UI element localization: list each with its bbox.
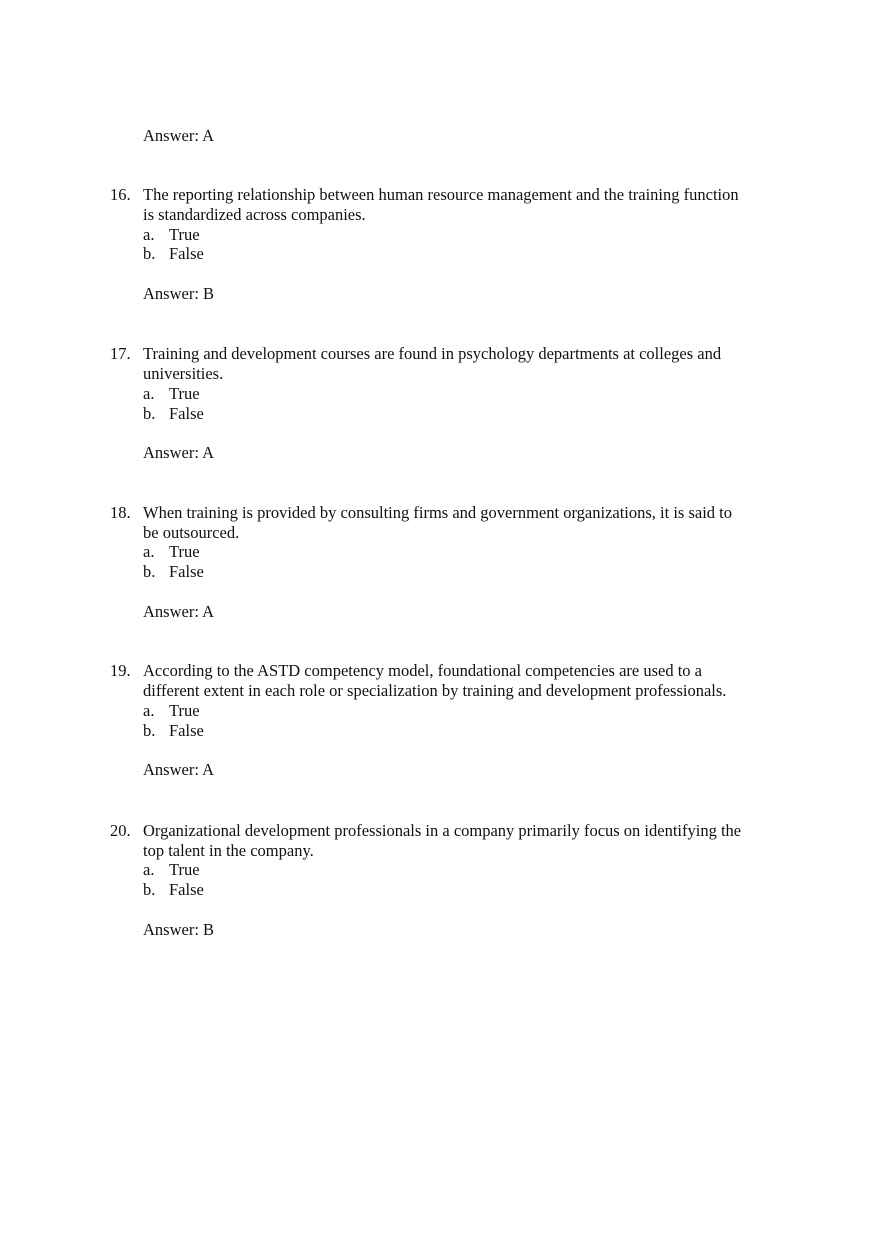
option-text: False	[169, 880, 204, 899]
option-letter: b.	[143, 404, 156, 423]
question-text-line: is standardized across companies.	[143, 205, 366, 224]
question-text-line: universities.	[143, 364, 224, 383]
option-letter: b.	[143, 721, 156, 740]
option-text: True	[169, 542, 200, 561]
option-letter: b.	[143, 562, 156, 581]
question-number: 17.	[110, 344, 131, 363]
option-b	[143, 721, 204, 741]
option-a	[143, 225, 200, 245]
answer-line: Answer: B	[143, 920, 215, 939]
option-b	[143, 562, 204, 582]
question-text-line: When training is provided by consulting firms and government organizations, it is said to	[143, 503, 733, 522]
option-b	[143, 404, 204, 424]
answer-15: Answer: A	[143, 126, 215, 145]
option-a	[143, 384, 200, 404]
question-text	[143, 821, 783, 861]
option-text: False	[169, 721, 204, 740]
option-text: True	[169, 701, 200, 720]
question-text-line: The reporting relationship between human resource management and the training function	[143, 185, 739, 204]
option-a	[143, 701, 200, 721]
question-text-line: be outsourced.	[143, 523, 240, 542]
question-text-line: different extent in each role or specialization by training and development professionals.	[143, 681, 727, 700]
answer-line: Answer: A	[143, 602, 215, 621]
answer-line: Answer: A	[143, 443, 215, 462]
question-text	[143, 344, 783, 384]
question-number: 16.	[110, 185, 131, 204]
question-text	[143, 185, 783, 225]
question-text-line: Organizational development professionals in a company primarily focus on identifying the	[143, 821, 742, 840]
option-letter: a.	[143, 225, 155, 244]
question-number: 18.	[110, 503, 131, 522]
option-text: False	[169, 404, 204, 423]
answer-line: Answer: A	[143, 760, 215, 779]
question-number: 20.	[110, 821, 131, 840]
question-text	[143, 503, 783, 543]
option-b	[143, 880, 204, 900]
question-text-line: top talent in the company.	[143, 841, 314, 860]
question-text-line: Training and development courses are found in psychology departments at colleges and	[143, 344, 722, 363]
answer-line: Answer: B	[143, 284, 215, 303]
option-a	[143, 860, 200, 880]
option-letter: a.	[143, 542, 155, 561]
question-text-line: According to the ASTD competency model, foundational competencies are used to a	[143, 661, 702, 680]
option-a	[143, 542, 200, 562]
option-letter: a.	[143, 384, 155, 403]
option-text: True	[169, 860, 200, 879]
option-letter: a.	[143, 701, 155, 720]
option-text: True	[169, 384, 200, 403]
option-text: False	[169, 244, 204, 263]
option-b	[143, 244, 204, 264]
option-letter: a.	[143, 860, 155, 879]
option-letter: b.	[143, 880, 156, 899]
option-text: False	[169, 562, 204, 581]
option-letter: b.	[143, 244, 156, 263]
option-text: True	[169, 225, 200, 244]
question-number: 19.	[110, 661, 131, 680]
question-text	[143, 661, 783, 701]
